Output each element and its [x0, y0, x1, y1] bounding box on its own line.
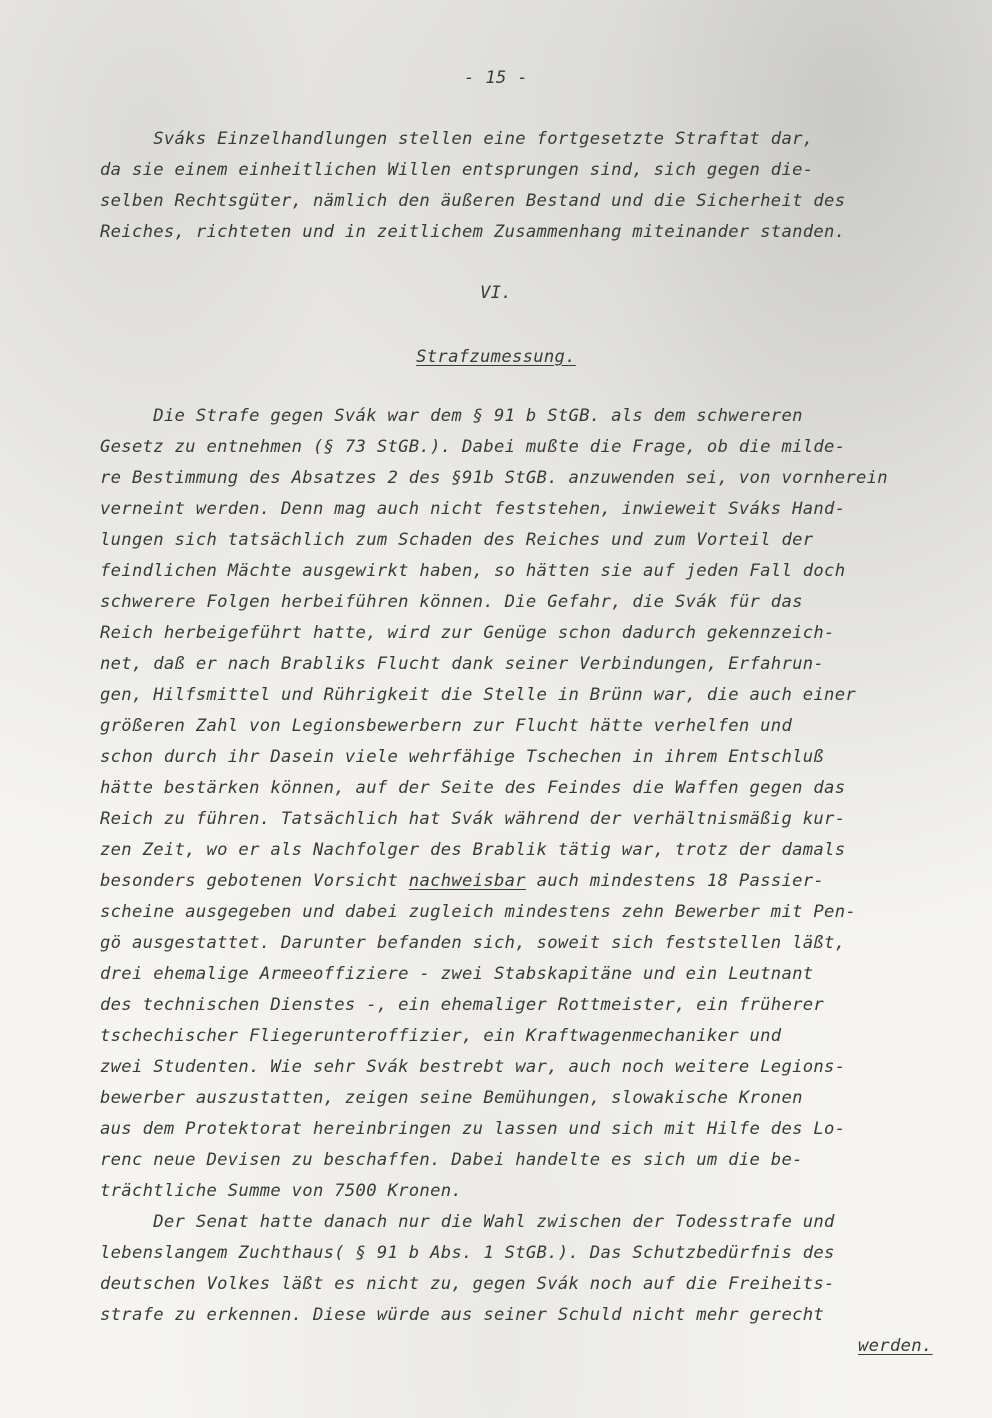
section-title: Strafzumessung.	[416, 347, 576, 367]
underlined-word: nachweisbar	[408, 871, 526, 891]
text-line: Gesetz zu entnehmen (§ 73 StGB.). Dabei mußte die Frage, ob die milde-	[100, 437, 846, 457]
text-line: Der Senat hatte danach nur die Wahl zwischen der Todesstrafe und	[100, 1212, 835, 1232]
text-line: renc neue Devisen zu beschaffen. Dabei handelte es sich um die be-	[100, 1150, 803, 1170]
final-word: werden.	[858, 1336, 933, 1356]
text-line: lebenslangem Zuchthaus( § 91 b Abs. 1 StGB.). Das Schutzbedürfnis des	[100, 1243, 835, 1263]
text-line: Sváks Einzelhandlungen stellen eine fortgesetzte Straftat dar,	[100, 129, 814, 149]
text-line: des technischen Dienstes -, ein ehemaliger Rottmeister, ein früherer	[100, 995, 825, 1015]
text-line: re Bestimmung des Absatzes 2 des §91b StGB. anzuwenden sei, von vornherein	[100, 468, 888, 488]
text-line-nachweisbar	[100, 871, 824, 891]
text-line: hätte bestärken können, auf der Seite des Feindes die Waffen gegen das	[100, 778, 846, 798]
page-number: - 15 -	[464, 68, 528, 88]
text-line: verneint werden. Denn mag auch nicht feststehen, inwieweit Sváks Hand-	[100, 499, 846, 519]
text-line: drei ehemalige Armeeoffiziere - zwei Stabskapitäne und ein Leutnant	[100, 964, 814, 984]
text-line: net, daß er nach Brabliks Flucht dank seiner Verbindungen, Erfahrun-	[100, 654, 825, 674]
text-line: tschechischer Fliegerunteroffizier, ein Kraftwagenmechaniker und	[100, 1026, 782, 1046]
section-number: VI.	[480, 283, 512, 303]
text-line: da sie einem einheitlichen Willen entsprungen sind, sich gegen die-	[100, 160, 814, 180]
text-line: schwerere Folgen herbeiführen können. Die Gefahr, die Svák für das	[100, 592, 803, 612]
text-line: feindlichen Mächte ausgewirkt haben, so hätten sie auf jeden Fall doch	[100, 561, 846, 581]
text-segment: auch mindestens 18 Passier-	[525, 871, 825, 891]
text-line: schon durch ihr Dasein viele wehrfähige Tschechen in ihrem Entschluß	[100, 747, 825, 767]
text-line: gen, Hilfsmittel und Rührigkeit die Stelle in Brünn war, die auch einer	[100, 685, 856, 705]
text-line: deutschen Volkes läßt es nicht zu, gegen Svák noch auf die Freiheits-	[100, 1274, 835, 1294]
text-line: aus dem Protektorat hereinbringen zu lassen und sich mit Hilfe des Lo-	[100, 1119, 846, 1139]
text-line: größeren Zahl von Legionsbewerbern zur Flucht hätte verhelfen und	[100, 716, 793, 736]
text-line: trächtliche Summe von 7500 Kronen.	[100, 1181, 463, 1201]
text-line: bewerber auszustatten, zeigen seine Bemühungen, slowakische Kronen	[100, 1088, 803, 1108]
text-line: scheine ausgegeben und dabei zugleich mindestens zehn Bewerber mit Pen-	[100, 902, 856, 922]
section-title-wrap	[0, 347, 992, 367]
text-line: zwei Studenten. Wie sehr Svák bestrebt war, auch noch weitere Legions-	[100, 1057, 846, 1077]
text-line: Reiches, richteten und in zeitlichem Zusammenhang miteinander standen.	[100, 222, 846, 242]
text-line: zen Zeit, wo er als Nachfolger des Brablik tätig war, trotz der damals	[100, 840, 846, 860]
text-line: selben Rechtsgüter, nämlich den äußeren Bestand und die Sicherheit des	[100, 191, 846, 211]
text-line: Die Strafe gegen Svák war dem § 91 b StGB. als dem schwereren	[100, 406, 803, 426]
final-word-wrap	[858, 1336, 933, 1356]
text-line: Reich zu führen. Tatsächlich hat Svák während der verhältnismäßig kur-	[100, 809, 846, 829]
text-line: gö ausgestattet. Darunter befanden sich, soweit sich feststellen läßt,	[100, 933, 846, 953]
text-line: lungen sich tatsächlich zum Schaden des Reiches und zum Vorteil der	[100, 530, 814, 550]
text-line: Reich herbeigeführt hatte, wird zur Genüge schon dadurch gekennzeich-	[100, 623, 835, 643]
text-segment: besonders gebotenen Vorsicht	[100, 871, 409, 891]
text-line: strafe zu erkennen. Diese würde aus seiner Schuld nicht mehr gerecht	[100, 1305, 825, 1325]
